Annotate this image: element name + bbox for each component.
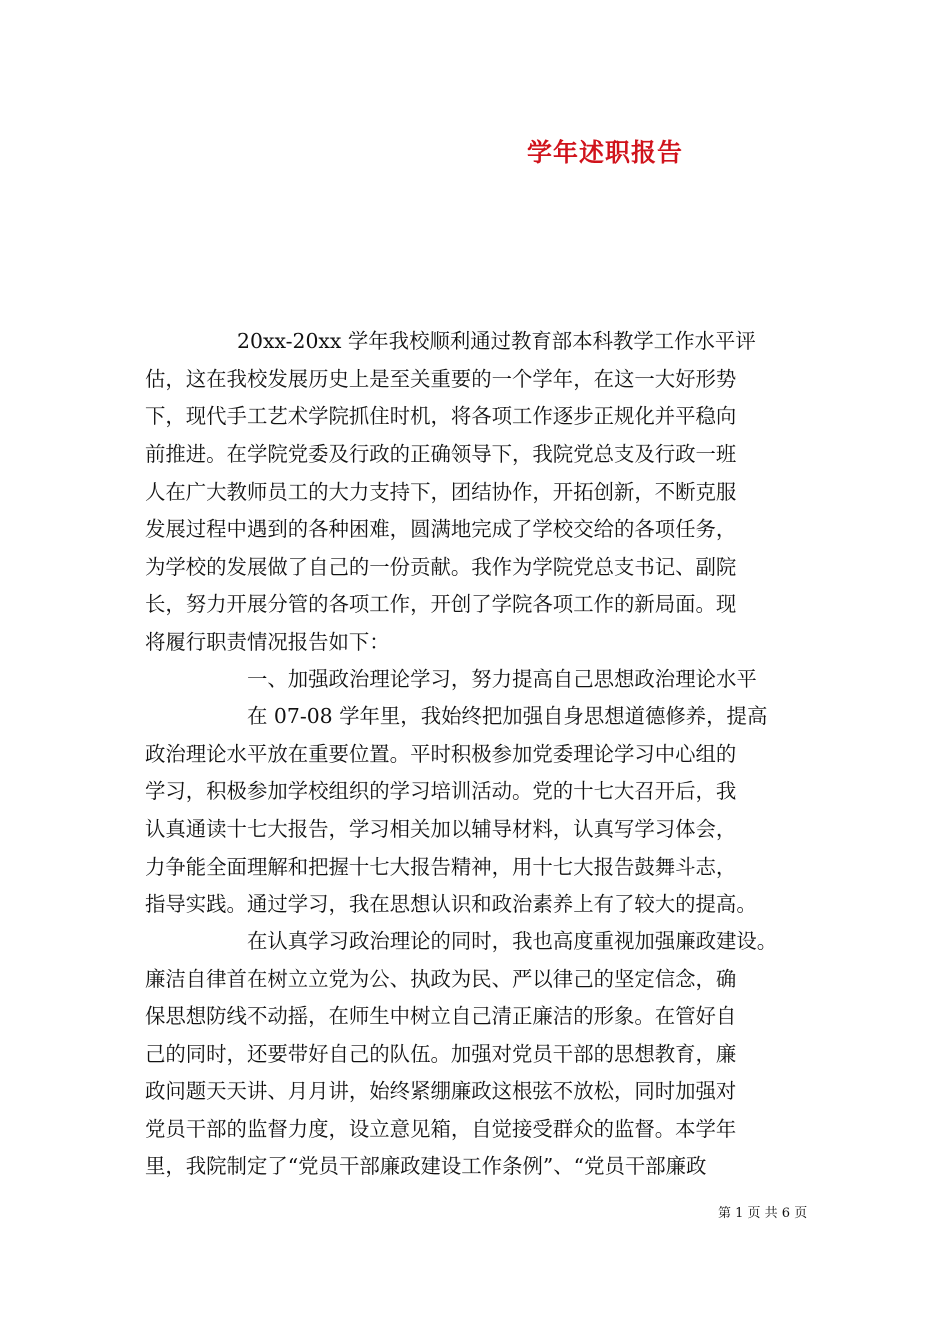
text-line: 在 07-08 学年里，我始终把加强自身思想道德修养，提高 <box>247 704 768 728</box>
page-title: 学年述职报告 <box>527 138 684 167</box>
text-line: 政治理论水平放在重要位置。平时积极参加党委理论学习中心组的 <box>145 742 737 766</box>
text-line: 力争能全面理解和把握十七大报告精神，用十七大报告鼓舞斗志， <box>145 855 737 879</box>
text-line: 发展过程中遇到的各种困难，圆满地完成了学校交给的各项任务， <box>145 517 737 541</box>
text-line: 在认真学习政治理论的同时，我也高度重视加强廉政建设。 <box>247 929 778 953</box>
text-line: 将履行职责情况报告如下： <box>145 630 390 654</box>
text-line: 保思想防线不动摇，在师生中树立自己清正廉洁的形象。在管好自 <box>145 1004 737 1028</box>
text-line: 学习，积极参加学校组织的学习培训活动。党的十七大召开后，我 <box>145 779 737 803</box>
text-line: 己的同时，还要带好自己的队伍。加强对党员干部的思想教育，廉 <box>145 1042 737 1066</box>
text-line: 20xx-20xx 学年我校顺利通过教育部本科教学工作水平评 <box>237 329 756 353</box>
text-line: 廉洁自律首在树立立党为公、执政为民、严以律己的坚定信念，确 <box>145 967 737 991</box>
text-line: 认真通读十七大报告，学习相关加以辅导材料，认真写学习体会， <box>145 817 737 841</box>
text-line: 党员干部的监督力度，设立意见箱，自觉接受群众的监督。本学年 <box>145 1117 737 1141</box>
text-line: 里，我院制定了“党员干部廉政建设工作条例”、“党员干部廉政 <box>145 1154 707 1178</box>
text-line: 下，现代手工艺术学院抓住时机，将各项工作逐步正规化并平稳向 <box>145 404 737 428</box>
text-line: 为学校的发展做了自己的一份贡献。我作为学院党总支书记、副院 <box>145 555 737 579</box>
section-heading: 一、加强政治理论学习，努力提高自己思想政治理论水平 <box>247 667 757 691</box>
text-line: 人在广大教师员工的大力支持下，团结协作，开拓创新，不断克服 <box>145 480 737 504</box>
text-line: 指导实践。通过学习，我在思想认识和政治素养上有了较大的提高。 <box>145 892 757 916</box>
text-line: 政问题天天讲、月月讲，始终紧绷廉政这根弦不放松，同时加强对 <box>145 1079 737 1103</box>
text-line: 估，这在我校发展历史上是至关重要的一个学年，在这一大好形势 <box>145 367 737 391</box>
page-footer: 第 1 页 共 6 页 <box>718 1206 808 1221</box>
text-line: 长，努力开展分管的各项工作，开创了学院各项工作的新局面。现 <box>145 592 737 616</box>
text-line: 前推进。在学院党委及行政的正确领导下，我院党总支及行政一班 <box>145 442 737 466</box>
